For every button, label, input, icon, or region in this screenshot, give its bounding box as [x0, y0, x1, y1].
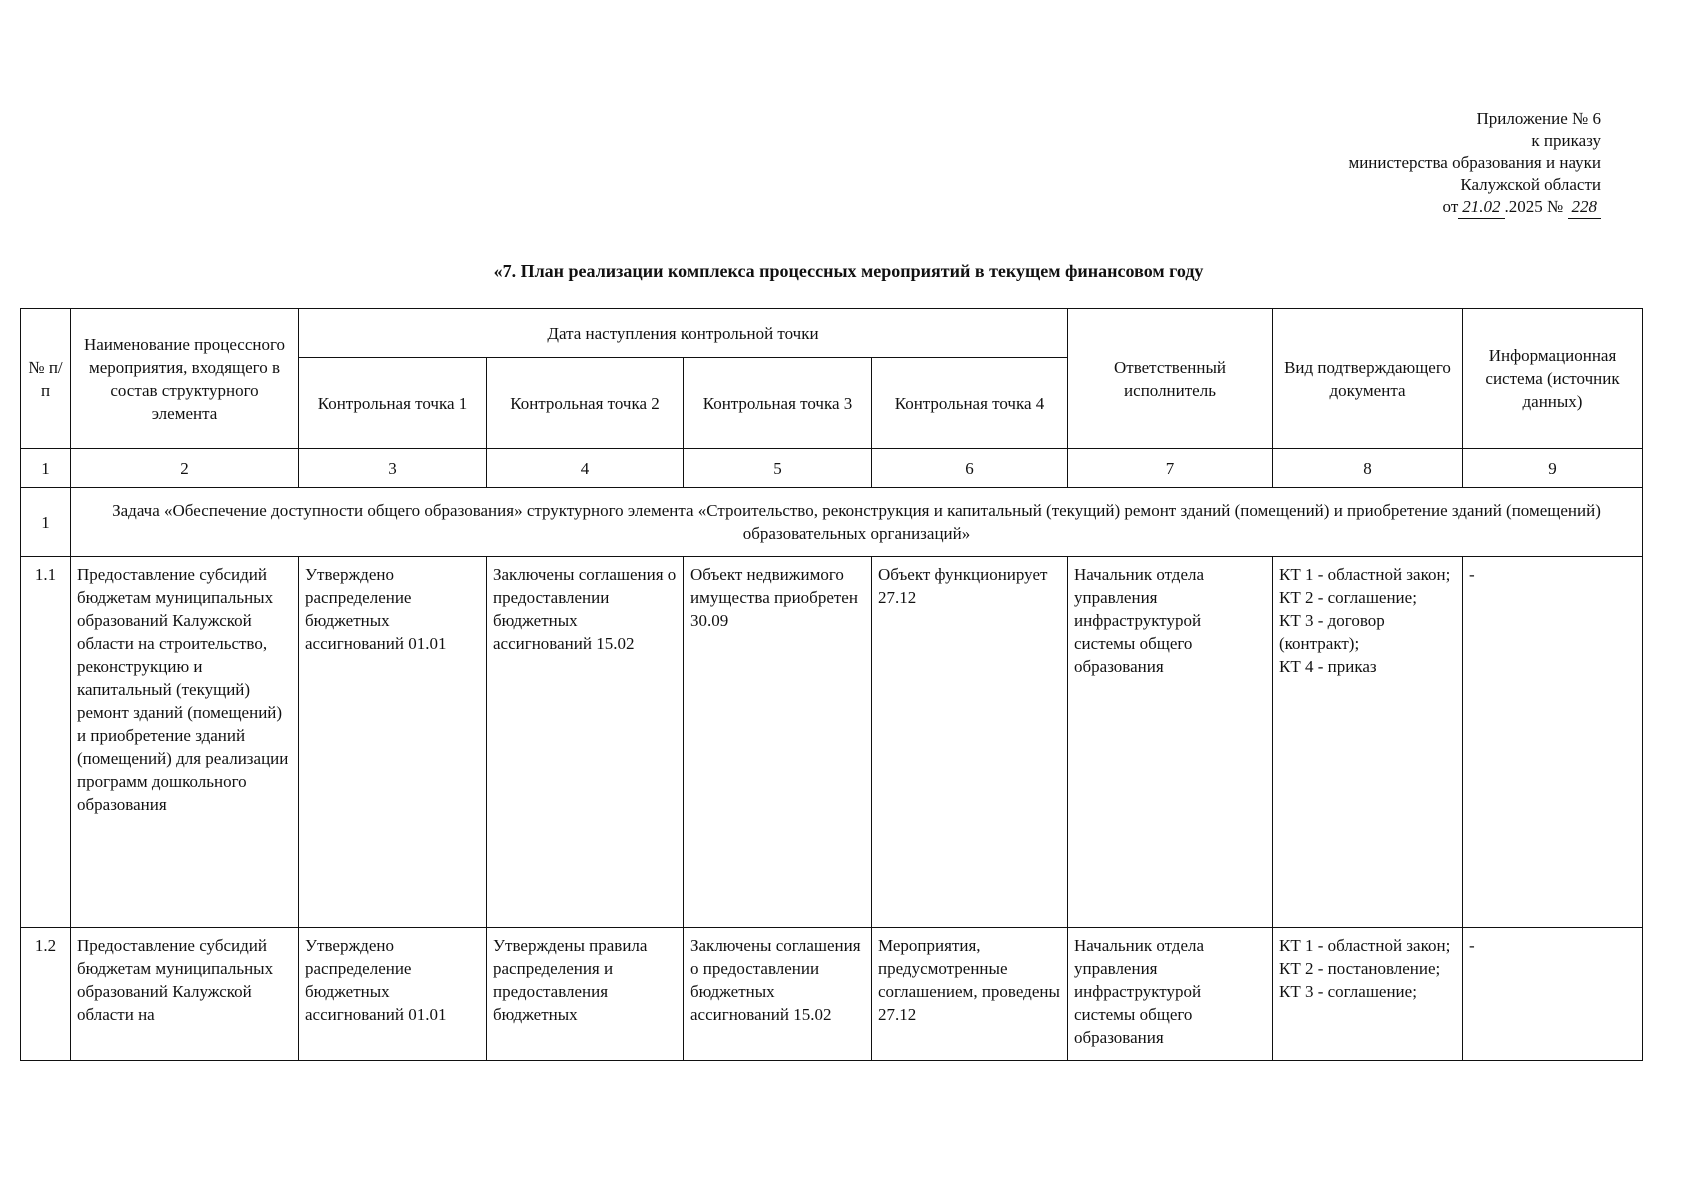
annex-line-3: министерства образования и науки — [1348, 153, 1601, 172]
task-text: Задача «Обеспечение доступности общего образования» структурного элемента «Строительство, реконструкция и капитальный (текущий) ремонт зданий (помещений) и приобретение зданий (помещений) образовательных организаций» — [71, 488, 1643, 557]
doc-line: КТ 3 - договор (контракт); — [1279, 611, 1385, 653]
header-responsible: Ответственный исполнитель — [1068, 309, 1273, 449]
annex-line-1: Приложение № 6 — [1476, 109, 1601, 128]
row-responsible: Начальник отдела управления инфраструктурой системы общего образования — [1068, 928, 1273, 1061]
task-num: 1 — [21, 488, 71, 557]
date-year: .2025 № — [1504, 197, 1564, 216]
row-kt2: Утверждены правила распределения и предоставления бюджетных — [487, 928, 684, 1061]
plan-table — [20, 308, 1643, 1061]
doc-line: КТ 3 - соглашение; — [1279, 982, 1417, 1001]
doc-line: КТ 1 - областной закон; — [1279, 565, 1451, 584]
row-num: 1.1 — [21, 557, 71, 928]
row-kt1: Утверждено распределение бюджетных ассигнований 01.01 — [299, 557, 487, 928]
row-name: Предоставление субсидий бюджетам муниципальных образований Калужской области на — [71, 928, 299, 1061]
column-number: 3 — [299, 449, 487, 488]
annex-line-4: Калужской области — [1460, 175, 1601, 194]
date-prefix: от — [1442, 197, 1459, 216]
row-kt3: Объект недвижимого имущества приобретен 30.09 — [684, 557, 872, 928]
date-day-handwritten: 21.02 — [1458, 196, 1504, 219]
row-kt3: Заключены соглашения о предоставлении бюджетных ассигнований 15.02 — [684, 928, 872, 1061]
header-doc-type: Вид подтверждающего документа — [1273, 309, 1463, 449]
column-number: 9 — [1463, 449, 1643, 488]
doc-line: КТ 2 - постановление; — [1279, 959, 1441, 978]
table-row — [21, 557, 1643, 928]
column-number: 1 — [21, 449, 71, 488]
page-title: «7. План реализации комплекса процессных мероприятий в текущем финансовом году — [493, 261, 1204, 281]
row-kt4: Объект функционирует 27.12 — [872, 557, 1068, 928]
header-name: Наименование процессного мероприятия, входящего в состав структурного элемента — [71, 309, 299, 449]
row-kt4: Мероприятия, предусмотренные соглашением, проведены 27.12 — [872, 928, 1068, 1061]
row-responsible: Начальник отдела управления инфраструктурой системы общего образования — [1068, 557, 1273, 928]
row-kt2: Заключены соглашения о предоставлении бюджетных ассигнований 15.02 — [487, 557, 684, 928]
header-kt1: Контрольная точка 1 — [299, 358, 487, 449]
header-row-1 — [21, 309, 1643, 358]
row-info-system: - — [1463, 928, 1643, 1061]
header-num: № п/п — [21, 309, 71, 449]
header-info-system: Информационная система (источник данных) — [1463, 309, 1643, 449]
row-docs — [1273, 557, 1463, 928]
task-row — [21, 488, 1643, 557]
column-number: 5 — [684, 449, 872, 488]
row-num: 1.2 — [21, 928, 71, 1061]
annex-block — [1241, 108, 1601, 219]
column-number: 4 — [487, 449, 684, 488]
row-info-system: - — [1463, 557, 1643, 928]
column-number: 7 — [1068, 449, 1273, 488]
column-number-row — [21, 449, 1643, 488]
header-kt2: Контрольная точка 2 — [487, 358, 684, 449]
header-date-group: Дата наступления контрольной точки — [299, 309, 1068, 358]
order-number-handwritten: 228 — [1568, 196, 1602, 219]
header-kt3: Контрольная точка 3 — [684, 358, 872, 449]
header-kt4: Контрольная точка 4 — [872, 358, 1068, 449]
annex-date-line — [1241, 196, 1601, 219]
column-number: 2 — [71, 449, 299, 488]
doc-line: КТ 1 - областной закон; — [1279, 936, 1451, 955]
annex-line-2: к приказу — [1531, 131, 1601, 150]
doc-line: КТ 4 - приказ — [1279, 657, 1377, 676]
row-name: Предоставление субсидий бюджетам муниципальных образований Калужской области на строительство, реконструкцию и капитальный (текущий) ремонт зданий (помещений) и приобретение зданий (помещений) для реализации программ дошкольного образования — [71, 557, 299, 928]
row-kt1: Утверждено распределение бюджетных ассигнований 01.01 — [299, 928, 487, 1061]
row-docs — [1273, 928, 1463, 1061]
column-number: 6 — [872, 449, 1068, 488]
doc-line: КТ 2 - соглашение; — [1279, 588, 1417, 607]
column-number: 8 — [1273, 449, 1463, 488]
table-row — [21, 928, 1643, 1061]
